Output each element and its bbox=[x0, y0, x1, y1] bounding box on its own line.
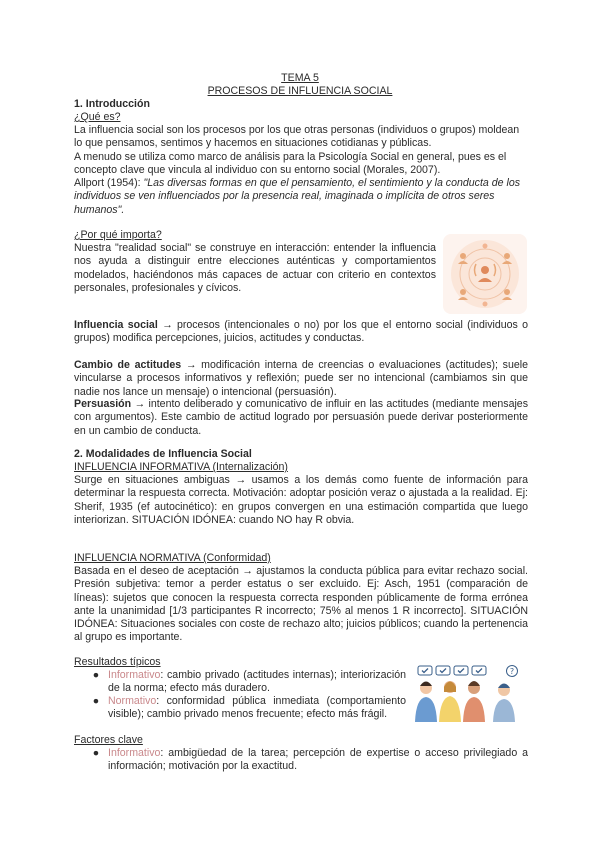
question-que-es: ¿Qué es? bbox=[74, 111, 121, 123]
group-conformity-icon bbox=[412, 664, 524, 726]
term-persuasion: Persuasión bbox=[74, 398, 132, 410]
intro-paragraph-1: La influencia social son los procesos por los que otras personas (individuos o grupos) moldean lo que pensamos, sentimos y hacemos en situaciones cotidianas y públicas. bbox=[74, 124, 520, 150]
definition-influencia-social bbox=[74, 319, 528, 346]
importance-paragraph: Nuestra "realidad social" se construye en interacción: entender la influencia nos ayuda a distinguir entre elecciones auténticas y comportamientos modelados, haciéndonos más capaces de actuar con criterio en contextos personales, profesionales y cívicos. bbox=[74, 242, 436, 294]
definition-text: → modificación interna de creencias o evaluaciones (actitudes); suele vincularse a procesos informativos y reflexión; puede ser no intencional (cambiamos sin que nadie nos lance un mensaje) o intencional (persuasión). bbox=[74, 359, 529, 398]
normativa-title: INFLUENCIA NORMATIVA (Conformidad) bbox=[74, 552, 271, 564]
bullet: ● bbox=[92, 747, 100, 759]
result-text: : cambio privado (actitudes internas); interiorización de la norma; efecto más duradero. bbox=[108, 669, 406, 695]
result-informativo bbox=[108, 669, 406, 696]
term-cambio-actitudes: Cambio de actitudes bbox=[74, 359, 182, 371]
factor-informativo-term: Informativo bbox=[108, 747, 161, 759]
social-network-illustration bbox=[443, 234, 527, 314]
social-network-icon bbox=[443, 234, 527, 314]
informativa-paragraph: Surge en situaciones ambiguas → usamos a los demás como fuente de información para determinar la respuesta correcta. Motivación: adoptar posición veraz o ajustada a la realidad. Ej: Sherif, 1935 (ef autocinético): en grupos convergen en una estimación compartida que luego interiorizan. SITUACIÓN IDÓNEA: cuando NO hay R obvia. bbox=[74, 474, 528, 526]
factor-informativo bbox=[108, 747, 528, 774]
intro-paragraph-2: A menudo se utiliza como marco de análisis para la Psicología Social en general, pues es el concepto clave que vincula al individuo con su entorno social (Morales, 2007). bbox=[74, 150, 507, 176]
doc-title: TEMA 5 bbox=[281, 72, 319, 84]
question-por-que-importa: ¿Por qué importa? bbox=[74, 229, 162, 241]
term-influencia-social: Influencia social bbox=[74, 319, 158, 331]
definition-text: → procesos (intencionales o no) por los que el entorno social (individuos o grupos) modifica percepciones, juicios, actitudes y conductas. bbox=[74, 319, 528, 345]
result-normativo-term: Normativo bbox=[108, 695, 157, 707]
allport-quote: "Las diversas formas en que el pensamiento, el sentimiento y la conducta de los individuos se ven influenciados por la presencia real, imaginada o implícita de otros seres humanos". bbox=[74, 177, 521, 216]
resultados-title: Resultados típicos bbox=[74, 656, 161, 668]
factor-text: : ambigüedad de la tarea; percepción de expertise o acceso privilegiado a información; motivación por la exactitud. bbox=[108, 747, 528, 773]
normativa-paragraph: Basada en el deseo de aceptación → ajustamos la conducta pública para evitar rechazo social. Presión subjetiva: temor a perder estatus o ser excluido. Ej: Asch, 1951 (comparación de líneas): sujetos que conocen la respuesta correcta responden públicamente de forma errónea ante la unanimidad [1/3 participantes R incorrecto; 75% al menos 1 R incorrecto]. SITUACIÓN IDÓNEA: Situaciones sociales con coste de rechazo alto; juicios públicos; cuando la pertenencia al grupo es importante. bbox=[74, 565, 528, 644]
bullet: ● bbox=[92, 669, 100, 681]
informativa-title: INFLUENCIA INFORMATIVA (Internalización) bbox=[74, 461, 288, 473]
definition-text: → intento deliberado y comunicativo de influir en las actitudes (mediante mensajes con argumentos). Este cambio de actitud logrado por persuasión puede derivar posteriormente en un cambio de conducta. bbox=[74, 398, 528, 437]
definition-persuasion bbox=[74, 398, 528, 438]
definition-cambio-actitudes bbox=[74, 359, 528, 399]
svg-text:?: ? bbox=[509, 667, 515, 676]
factores-title: Factores clave bbox=[74, 734, 143, 746]
group-conformity-illustration bbox=[412, 664, 524, 726]
allport-paragraph bbox=[74, 177, 528, 217]
section-2-heading: 2. Modalidades de Influencia Social bbox=[74, 448, 252, 460]
section-1-heading: 1. Introducción bbox=[74, 98, 150, 110]
result-normativo bbox=[108, 695, 406, 722]
result-informativo-term: Informativo bbox=[108, 669, 161, 681]
doc-subtitle: PROCESOS DE INFLUENCIA SOCIAL bbox=[207, 85, 393, 97]
result-text: : conformidad pública inmediata (comportamiento visible); cambio privado menos frecuente; efecto más frágil. bbox=[108, 695, 406, 721]
bullet: ● bbox=[92, 695, 100, 707]
allport-lead: Allport (1954): bbox=[74, 177, 144, 190]
